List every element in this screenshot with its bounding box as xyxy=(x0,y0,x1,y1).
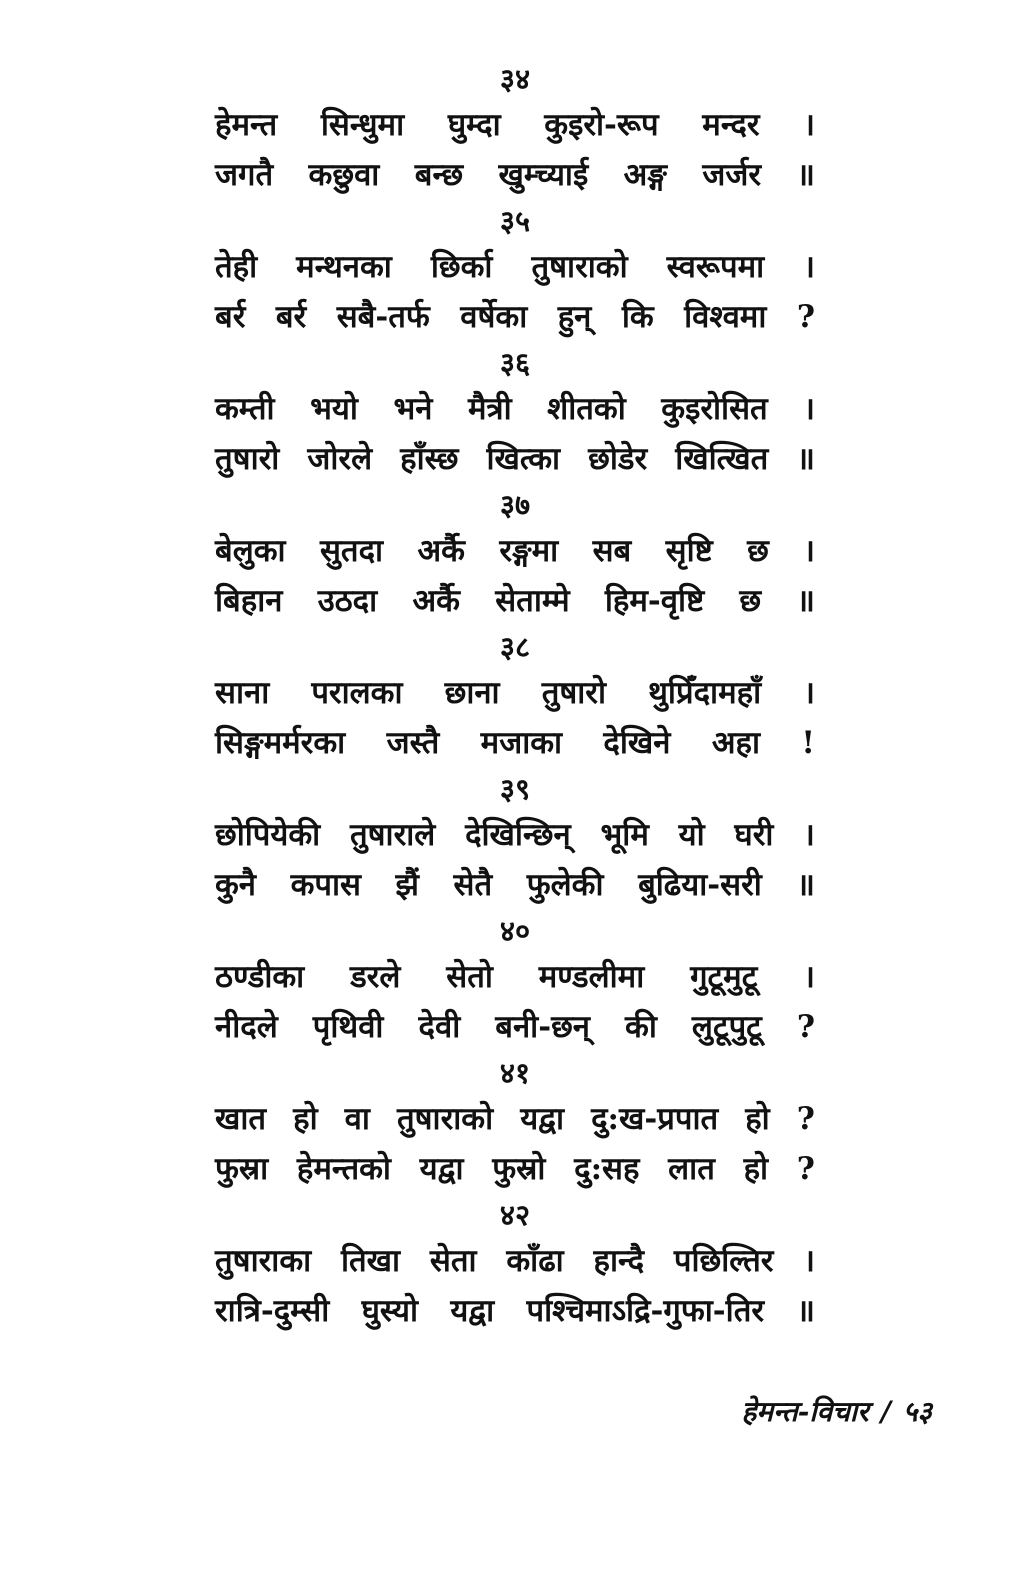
verse-word: ? xyxy=(796,1101,815,1137)
verse-word: ? xyxy=(796,299,815,335)
verse-word: काँढा xyxy=(506,1243,564,1279)
verse-word: कपास xyxy=(290,867,361,903)
stanza xyxy=(215,1052,815,1194)
stanza xyxy=(215,910,815,1052)
verse-word: सुतदा xyxy=(319,533,384,569)
stanza-number: ३७ xyxy=(499,488,531,522)
verse-word: फुलेकी xyxy=(526,867,604,903)
verse-word: सिन्धुमा xyxy=(320,107,405,143)
stanza-number: ४१ xyxy=(499,1056,531,1090)
verse-word: कछुवा xyxy=(308,157,380,193)
verse-line xyxy=(215,150,815,200)
stanza xyxy=(215,200,815,342)
verse-word: जर्जर xyxy=(702,157,761,193)
stanza-number: ३६ xyxy=(499,346,531,380)
verse-word: तुषारो xyxy=(215,441,280,477)
verse-word: ॥ xyxy=(796,441,815,477)
verse-line xyxy=(215,1286,815,1336)
verse-word: उठदा xyxy=(317,583,378,619)
verse-word: दु:सह xyxy=(574,1151,640,1187)
verse-word: तुषाराको xyxy=(396,1101,494,1137)
verse-word: कुनै xyxy=(215,867,257,903)
stanza xyxy=(215,626,815,768)
verse-word: ॥ xyxy=(796,583,815,619)
verse-word: बुढिया-सरी xyxy=(638,867,762,903)
verse-word: देखिन्छिन् xyxy=(465,817,571,853)
verse-word: हेमन्तको xyxy=(296,1151,391,1187)
running-title: हेमन्त-विचार xyxy=(741,1395,869,1428)
verse-word: जगतै xyxy=(215,157,274,193)
verse-word: मन्थनका xyxy=(296,249,392,285)
verse-word: वा xyxy=(344,1101,370,1137)
verse-word: लुटूपुटू xyxy=(691,1009,762,1045)
verse-word: खित्का xyxy=(486,441,561,477)
verse-word: नीदले xyxy=(215,1009,278,1045)
footer-separator: / xyxy=(880,1395,891,1428)
verse-word: मजाका xyxy=(480,725,563,761)
verse-word: मैत्री xyxy=(467,391,512,427)
verse-line xyxy=(215,434,815,484)
stanza-number: ३९ xyxy=(499,772,531,806)
verse-word: ? xyxy=(796,1009,815,1045)
verse-word: खुम्च्याई xyxy=(498,157,589,193)
verse-word: जस्तै xyxy=(386,725,440,761)
verse-word: । xyxy=(803,249,815,285)
verse-word: डरले xyxy=(350,959,401,995)
verse-word: हुन् xyxy=(557,299,592,335)
verse-word: कुइरो-रूप xyxy=(544,107,659,143)
verse-word: ॥ xyxy=(796,1293,815,1329)
verse-line xyxy=(215,668,815,718)
verse-word: कम्ती xyxy=(215,391,275,427)
poem-body xyxy=(215,58,815,1336)
stanza xyxy=(215,768,815,910)
verse-line xyxy=(215,526,815,576)
verse-line xyxy=(215,576,815,626)
verse-word: छाना xyxy=(444,675,500,711)
verse-word: तुषाराले xyxy=(349,817,436,853)
verse-word: छिर्का xyxy=(430,249,493,285)
verse-word: बिहान xyxy=(215,583,283,619)
verse-word: थुप्रिँदामहाँ xyxy=(648,675,762,711)
verse-word: जोरले xyxy=(307,441,373,477)
verse-word: सेताम्मे xyxy=(495,583,570,619)
verse-word: साना xyxy=(215,675,270,711)
verse-word: फुस्रो xyxy=(492,1151,546,1187)
verse-word: पश्चिमाऽद्रि-गुफा-तिर xyxy=(526,1293,765,1329)
verse-word: रात्रि-दुम्सी xyxy=(215,1293,330,1329)
verse-word: देखिने xyxy=(603,725,671,761)
verse-word: छ xyxy=(739,583,762,619)
verse-word: । xyxy=(803,675,815,711)
stanza-number: ४० xyxy=(499,914,531,948)
verse-line xyxy=(215,810,815,860)
verse-word: मन्दर xyxy=(702,107,760,143)
verse-line xyxy=(215,242,815,292)
verse-word: हो xyxy=(743,1151,769,1187)
verse-word: ? xyxy=(796,1151,815,1187)
stanza xyxy=(215,1194,815,1336)
verse-word: तुषारो xyxy=(541,675,607,711)
verse-word: पृथिवी xyxy=(312,1009,384,1045)
stanza xyxy=(215,58,815,200)
verse-word: बन्छ xyxy=(414,157,464,193)
verse-word: सृष्टि xyxy=(665,533,713,569)
verse-word: हिम-वृष्टि xyxy=(604,583,705,619)
verse-word: हेमन्त xyxy=(215,107,278,143)
verse-word: सिङ्गमर्मरका xyxy=(215,725,346,761)
verse-word: सेता xyxy=(429,1243,477,1279)
verse-word: अङ्ग xyxy=(623,157,667,193)
verse-word: भने xyxy=(393,391,433,427)
verse-word: अर्कै xyxy=(412,583,460,619)
verse-word: सेतै xyxy=(453,867,493,903)
verse-word: । xyxy=(803,533,815,569)
verse-word: अहा xyxy=(711,725,761,761)
verse-word: बर्र xyxy=(275,299,307,335)
verse-line xyxy=(215,292,815,342)
verse-line xyxy=(215,1002,815,1052)
verse-word: ॥ xyxy=(796,867,815,903)
verse-word: खात xyxy=(215,1101,267,1137)
verse-word: ठण्डीका xyxy=(215,959,305,995)
verse-line xyxy=(215,860,815,910)
verse-word: छ xyxy=(747,533,769,569)
verse-line xyxy=(215,1094,815,1144)
verse-word: हो xyxy=(293,1101,318,1137)
verse-word: दु:ख-प्रपात xyxy=(591,1101,719,1137)
verse-word: छोडेर xyxy=(588,441,648,477)
verse-word: यो xyxy=(678,817,705,853)
verse-word: वर्षेका xyxy=(460,299,528,335)
page-number: ५३ xyxy=(902,1395,932,1428)
verse-word: लात xyxy=(668,1151,715,1187)
verse-word: विश्वमा xyxy=(684,299,767,335)
verse-word: यद्वा xyxy=(520,1101,565,1137)
stanza xyxy=(215,484,815,626)
verse-word: सेतो xyxy=(446,959,493,995)
verse-word: हान्दै xyxy=(593,1243,645,1279)
page-footer xyxy=(742,1392,932,1430)
verse-word: यद्वा xyxy=(419,1151,464,1187)
verse-word: खित्खित xyxy=(675,441,769,477)
verse-line xyxy=(215,384,815,434)
verse-word: सब xyxy=(592,533,632,569)
verse-word: बर्र xyxy=(215,299,246,335)
verse-word: परालका xyxy=(311,675,403,711)
verse-word: अर्कै xyxy=(417,533,465,569)
verse-word: तेही xyxy=(215,249,258,285)
verse-word: घरी xyxy=(734,817,774,853)
verse-word: शीतको xyxy=(547,391,626,427)
stanza-number: ४२ xyxy=(499,1198,531,1232)
verse-word: की xyxy=(625,1009,657,1045)
verse-word: गुटूमुटू xyxy=(690,959,758,995)
verse-word: बनी-छन् xyxy=(495,1009,591,1045)
verse-line xyxy=(215,1236,815,1286)
stanza-number: ३८ xyxy=(499,630,531,664)
verse-word: घुस्यो xyxy=(361,1293,418,1329)
stanza-number: ३५ xyxy=(499,204,531,238)
verse-word: भयो xyxy=(310,391,358,427)
verse-line xyxy=(215,1144,815,1194)
verse-word: हो xyxy=(745,1101,770,1137)
stanza xyxy=(215,342,815,484)
verse-word: । xyxy=(803,1243,815,1279)
verse-word: मण्डलीमा xyxy=(538,959,645,995)
verse-word: बेलुका xyxy=(215,533,286,569)
verse-word: देवी xyxy=(418,1009,461,1045)
verse-word: छोपियेकी xyxy=(215,817,321,853)
verse-word: घुम्दा xyxy=(447,107,501,143)
verse-word: कि xyxy=(621,299,654,335)
verse-word: ॥ xyxy=(796,157,815,193)
verse-word: पछिल्तिर xyxy=(673,1243,774,1279)
verse-word: तुषाराका xyxy=(215,1243,312,1279)
verse-word: । xyxy=(803,107,815,143)
verse-line xyxy=(215,100,815,150)
stanza-number: ३४ xyxy=(499,62,531,96)
verse-word: ! xyxy=(801,725,815,761)
verse-word: फुस्रा xyxy=(215,1151,269,1187)
verse-word: सबै-तर्फ xyxy=(336,299,430,335)
verse-word: । xyxy=(803,817,815,853)
verse-word: यद्वा xyxy=(450,1293,495,1329)
verse-word: हाँस्छ xyxy=(400,441,459,477)
verse-word: स्वरूपमा xyxy=(666,249,765,285)
verse-word: । xyxy=(803,959,815,995)
verse-word: कुइरोसित xyxy=(661,391,768,427)
verse-word: रङ्गमा xyxy=(499,533,559,569)
verse-word: तुषाराको xyxy=(531,249,628,285)
verse-line xyxy=(215,952,815,1002)
verse-line xyxy=(215,718,815,768)
verse-word: झैं xyxy=(395,867,419,903)
verse-word: भूमि xyxy=(600,817,649,853)
verse-word: । xyxy=(803,391,815,427)
verse-word: तिखा xyxy=(340,1243,401,1279)
